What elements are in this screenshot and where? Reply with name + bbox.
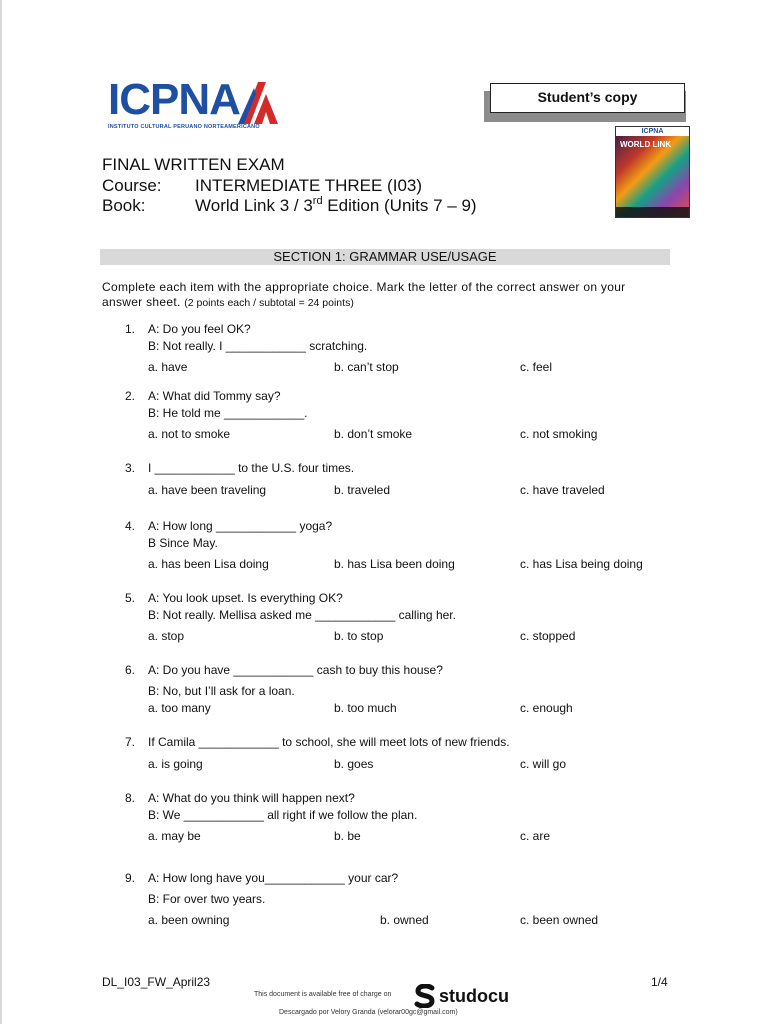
question-text: A: Do you feel OK? bbox=[148, 322, 251, 336]
answer-option-a: a. too many bbox=[148, 701, 211, 715]
question-text: A: You look upset. Is everything OK? bbox=[148, 591, 343, 605]
answer-option-a: a. is going bbox=[148, 757, 203, 771]
answer-option-b: b. can’t stop bbox=[334, 360, 399, 374]
question-text: A: What do you think will happen next? bbox=[148, 791, 355, 805]
studocu-brand: studocu bbox=[439, 985, 509, 1006]
section-title: SECTION 1: GRAMMAR USE/USAGE bbox=[100, 249, 670, 265]
points-note: (2 points each / subtotal = 24 points) bbox=[184, 297, 354, 309]
answer-option-c: c. enough bbox=[520, 701, 573, 715]
book-cover-title: WORLD LINK bbox=[620, 140, 672, 149]
question-text: B: We ____________ all right if we follow the plan. bbox=[148, 808, 418, 822]
question-number: 1. bbox=[125, 322, 136, 336]
answer-option-a: a. been owning bbox=[148, 913, 230, 927]
download-note: Descargado por Velory Granda (velorar00gc@gmail.com) bbox=[279, 1009, 458, 1016]
answer-option-b: b. has Lisa been doing bbox=[334, 557, 455, 571]
question-text: B: For over two years. bbox=[148, 892, 266, 906]
book-cover-band bbox=[616, 207, 689, 217]
answer-option-c: c. stopped bbox=[520, 629, 576, 643]
book-cover-image bbox=[615, 126, 690, 218]
question-number: 5. bbox=[125, 591, 136, 605]
question-text: A: Do you have ____________ cash to buy this house? bbox=[148, 663, 443, 677]
book-cover-publisher: ICPNA bbox=[616, 127, 689, 136]
answer-option-b: b. don’t smoke bbox=[334, 427, 413, 441]
book-value-main: World Link 3 / 3 bbox=[195, 196, 313, 215]
exam-title: FINAL WRITTEN EXAM bbox=[102, 155, 285, 174]
question-text: B: He told me ____________. bbox=[148, 406, 308, 420]
document-code: DL_I03_FW_April23 bbox=[102, 975, 211, 989]
book-value bbox=[195, 196, 477, 216]
question-text: A: What did Tommy say? bbox=[148, 389, 281, 403]
question-number: 8. bbox=[125, 791, 136, 805]
answer-option-b: b. to stop bbox=[334, 629, 384, 643]
answer-option-b: b. be bbox=[334, 829, 361, 843]
students-copy-label: Student’s copy bbox=[490, 83, 685, 113]
question-text: B: No, but I’ll ask for a loan. bbox=[148, 684, 295, 698]
answer-option-c: c. are bbox=[520, 829, 551, 843]
studocu-logo[interactable] bbox=[414, 983, 509, 1009]
answer-option-a: a. stop bbox=[148, 629, 185, 643]
answer-option-c: c. have traveled bbox=[520, 483, 605, 497]
question-number: 7. bbox=[125, 735, 136, 749]
page-edge bbox=[0, 0, 2, 1024]
answer-option-a: a. not to smoke bbox=[148, 427, 231, 441]
logo-chevron-icon bbox=[234, 80, 282, 126]
studocu-s-icon bbox=[414, 984, 436, 1008]
question-text: A: How long have you____________ your car? bbox=[148, 871, 399, 885]
answer-option-c: c. feel bbox=[520, 360, 553, 374]
answer-option-b: b. traveled bbox=[334, 483, 391, 497]
course-value: INTERMEDIATE THREE (I03) bbox=[195, 176, 423, 195]
answer-option-b: b. too much bbox=[334, 701, 397, 715]
answer-option-a: a. has been Lisa doing bbox=[148, 557, 269, 571]
answer-option-a: a. have bbox=[148, 360, 188, 374]
answer-option-b: b. goes bbox=[334, 757, 374, 771]
question-text: B Since May. bbox=[148, 536, 218, 550]
question-number: 9. bbox=[125, 871, 136, 885]
question-number: 6. bbox=[125, 663, 136, 677]
book-value-superscript: rd bbox=[312, 195, 323, 207]
logo-subtitle: INSTITUTO CULTURAL PERUANO NORTEAMERICANO bbox=[108, 124, 260, 130]
answer-option-c: c. not smoking bbox=[520, 427, 598, 441]
instructions-text: Complete each item with the appropriate choice. Mark the letter of the correct answer on your answer sheet. bbox=[102, 280, 626, 309]
answer-option-a: a. have been traveling bbox=[148, 483, 267, 497]
page-number: 1/4 bbox=[651, 975, 668, 989]
studocu-notice: This document is available free of charge on bbox=[254, 991, 392, 998]
answer-option-a: a. may be bbox=[148, 829, 201, 843]
logo-text: ICPNA bbox=[108, 75, 240, 124]
answer-option-c: c. has Lisa being doing bbox=[520, 557, 643, 571]
book-value-edition: Edition (Units 7 – 9) bbox=[322, 196, 477, 215]
answer-option-b: b. owned bbox=[380, 913, 429, 927]
answer-option-c: c. will go bbox=[520, 757, 567, 771]
question-text: B: Not really. Mellisa asked me ____________ calling her. bbox=[148, 608, 456, 622]
question-number: 3. bbox=[125, 461, 136, 475]
question-number: 4. bbox=[125, 519, 136, 533]
book-label: Book: bbox=[102, 196, 146, 215]
question-text: A: How long ____________ yoga? bbox=[148, 519, 333, 533]
icpna-logo bbox=[108, 75, 284, 134]
question-text: If Camila ____________ to school, she will meet lots of new friends. bbox=[148, 735, 510, 749]
question-text: B: Not really. I ____________ scratching. bbox=[148, 339, 368, 353]
answer-option-c: c. been owned bbox=[520, 913, 599, 927]
section-instructions bbox=[102, 280, 662, 311]
course-label: Course: bbox=[102, 176, 162, 195]
question-text: I ____________ to the U.S. four times. bbox=[148, 461, 355, 475]
question-number: 2. bbox=[125, 389, 136, 403]
